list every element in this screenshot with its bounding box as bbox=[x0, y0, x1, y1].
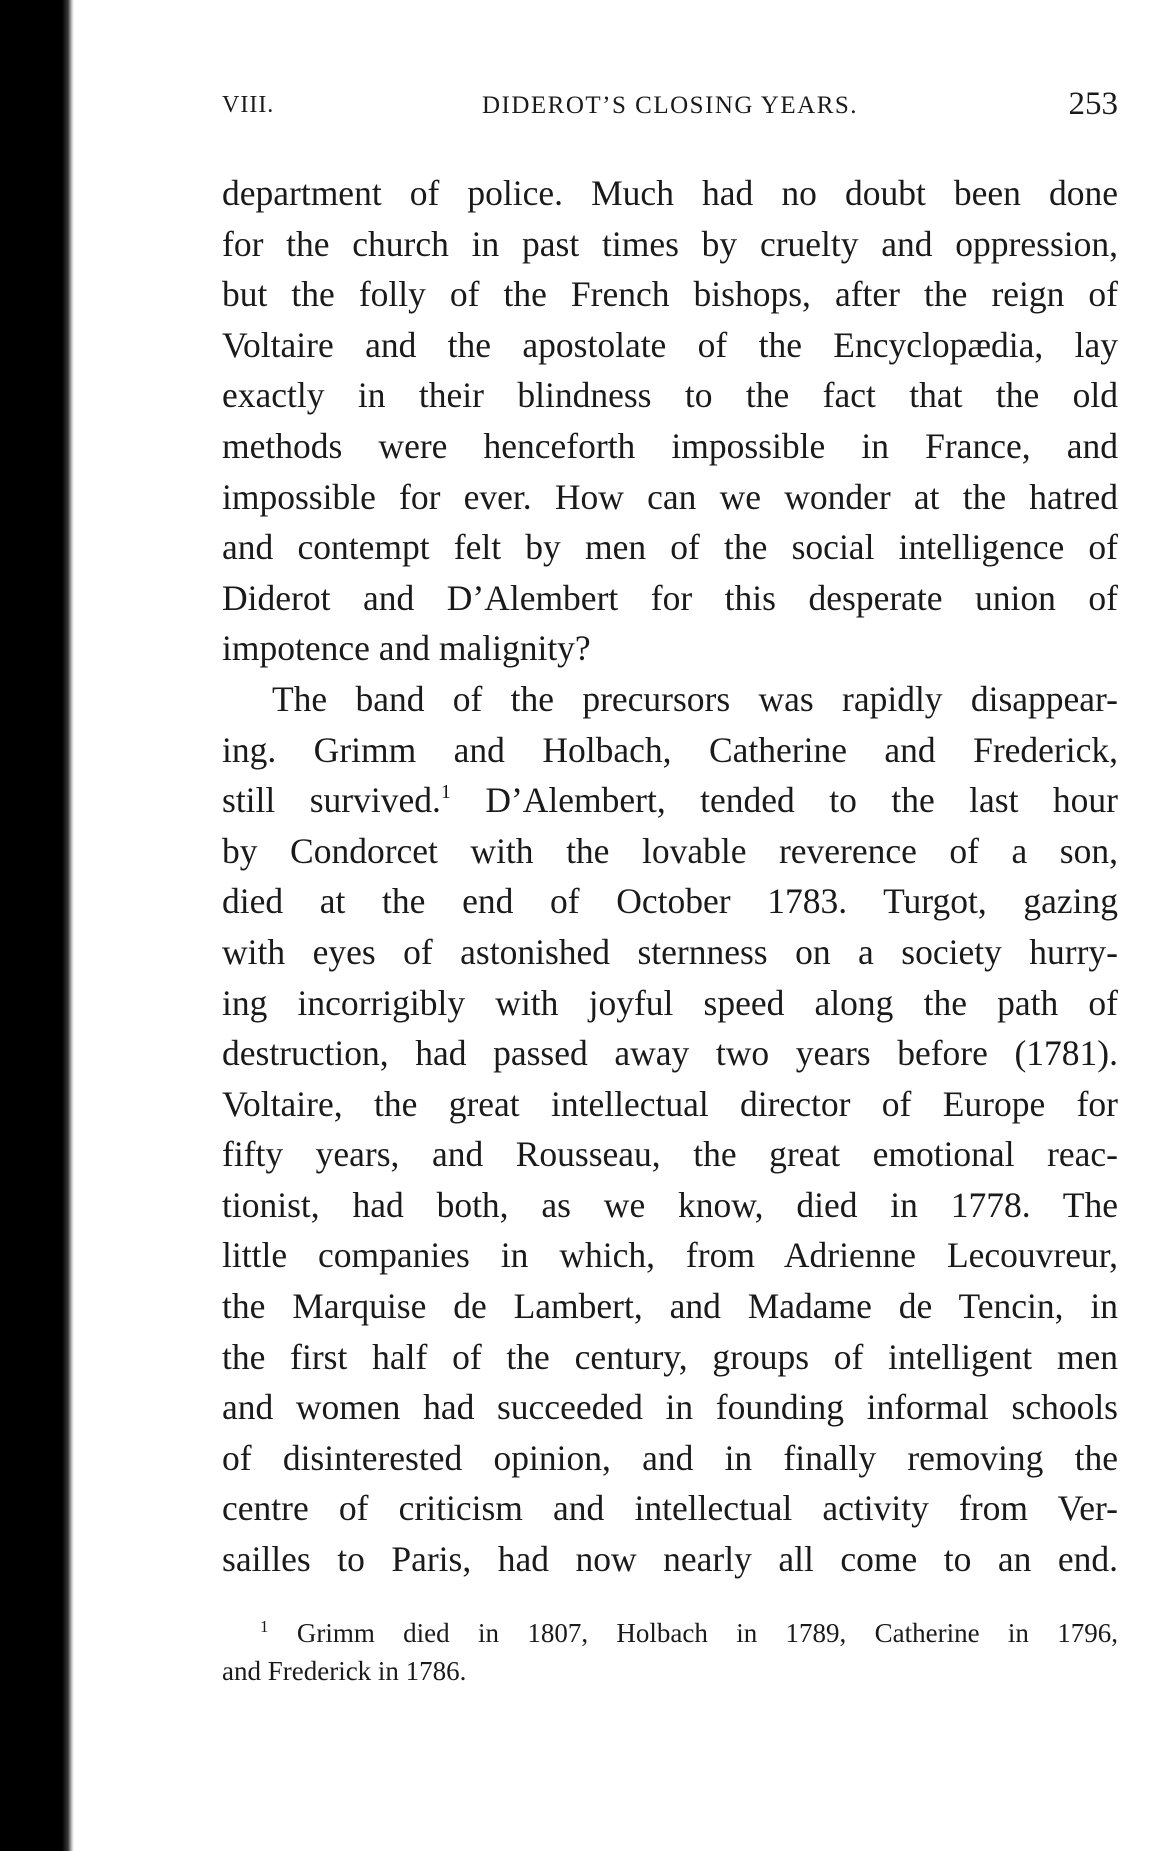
page-number: 253 bbox=[1068, 86, 1118, 122]
text-line: fifty years, and Rousseau, the great emotional reac- bbox=[222, 1134, 1118, 1175]
running-title: DIDEROT’S CLOSING YEARS. bbox=[481, 92, 859, 119]
text-line: sailles to Paris, had now nearly all come to an end. bbox=[222, 1539, 1118, 1580]
footnote-line bbox=[222, 1614, 1118, 1652]
body-text bbox=[222, 168, 1118, 1585]
text-segment: still survived. bbox=[222, 780, 441, 821]
text-line: and contempt felt by men of the social intelligence of bbox=[222, 527, 1118, 568]
running-header bbox=[222, 86, 1118, 126]
text-line: impotence and malignity? bbox=[222, 628, 591, 669]
text-line: Diderot and D’Alembert for this desperate union of bbox=[222, 577, 1118, 618]
text-line: little companies in which, from Adrienne Lecouvreur, bbox=[222, 1235, 1118, 1276]
text-line: centre of criticism and intellectual activity from Ver- bbox=[222, 1488, 1118, 1529]
text-line: destruction, had passed away two years before (1781). bbox=[222, 1033, 1118, 1074]
text-line: exactly in their blindness to the fact that the old bbox=[222, 375, 1118, 416]
text-line: tionist, had both, as we know, died in 1778. The bbox=[222, 1184, 1118, 1225]
footnote-reference: 1 bbox=[440, 781, 451, 804]
text-line: methods were henceforth impossible in France, and bbox=[222, 425, 1118, 466]
text-line: of disinterested opinion, and in finally removing the bbox=[222, 1437, 1118, 1478]
text-line: with eyes of astonished sternness on a society hurry- bbox=[222, 931, 1118, 972]
text-line: by Condorcet with the lovable reverence of a son, bbox=[222, 830, 1118, 871]
text-line: and women had succeeded in founding informal schools bbox=[222, 1387, 1118, 1428]
text-line: The band of the precursors was rapidly disappear- bbox=[272, 678, 1118, 719]
text-segment: D’Alembert, tended to the last hour bbox=[450, 780, 1118, 821]
text-line: impossible for ever. How can we wonder at the hatred bbox=[222, 476, 1118, 517]
text-line: died at the end of October 1783. Turgot, gazing bbox=[222, 881, 1118, 922]
text-line: Voltaire, the great intellectual director of Europe for bbox=[222, 1083, 1118, 1124]
footnote bbox=[222, 1614, 1118, 1690]
text-line: department of police. Much had no doubt been done bbox=[222, 173, 1118, 213]
text-line: Voltaire and the apostolate of the Encyclopædia, lay bbox=[222, 324, 1118, 365]
scan-binding-edge bbox=[0, 0, 74, 1851]
text-line: but the folly of the French bishops, after the reign of bbox=[222, 274, 1118, 315]
footnote-text: Grimm died in 1807, Holbach in 1789, Catherine in 1796, bbox=[268, 1618, 1118, 1648]
text-line: the Marquise de Lambert, and Madame de Tencin, in bbox=[222, 1286, 1118, 1327]
footnote-marker: 1 bbox=[260, 1617, 269, 1636]
text-line: for the church in past times by cruelty and oppression, bbox=[222, 223, 1118, 264]
text-line-with-footnote-ref bbox=[222, 775, 1118, 826]
text-line: the first half of the century, groups of intelligent men bbox=[222, 1336, 1118, 1377]
footnote-line: and Frederick in 1786. bbox=[222, 1656, 467, 1686]
text-line: ing incorrigibly with joyful speed along the path of bbox=[222, 982, 1118, 1023]
text-line: ing. Grimm and Holbach, Catherine and Frederick, bbox=[222, 729, 1118, 770]
section-number: VIII. bbox=[222, 92, 275, 118]
